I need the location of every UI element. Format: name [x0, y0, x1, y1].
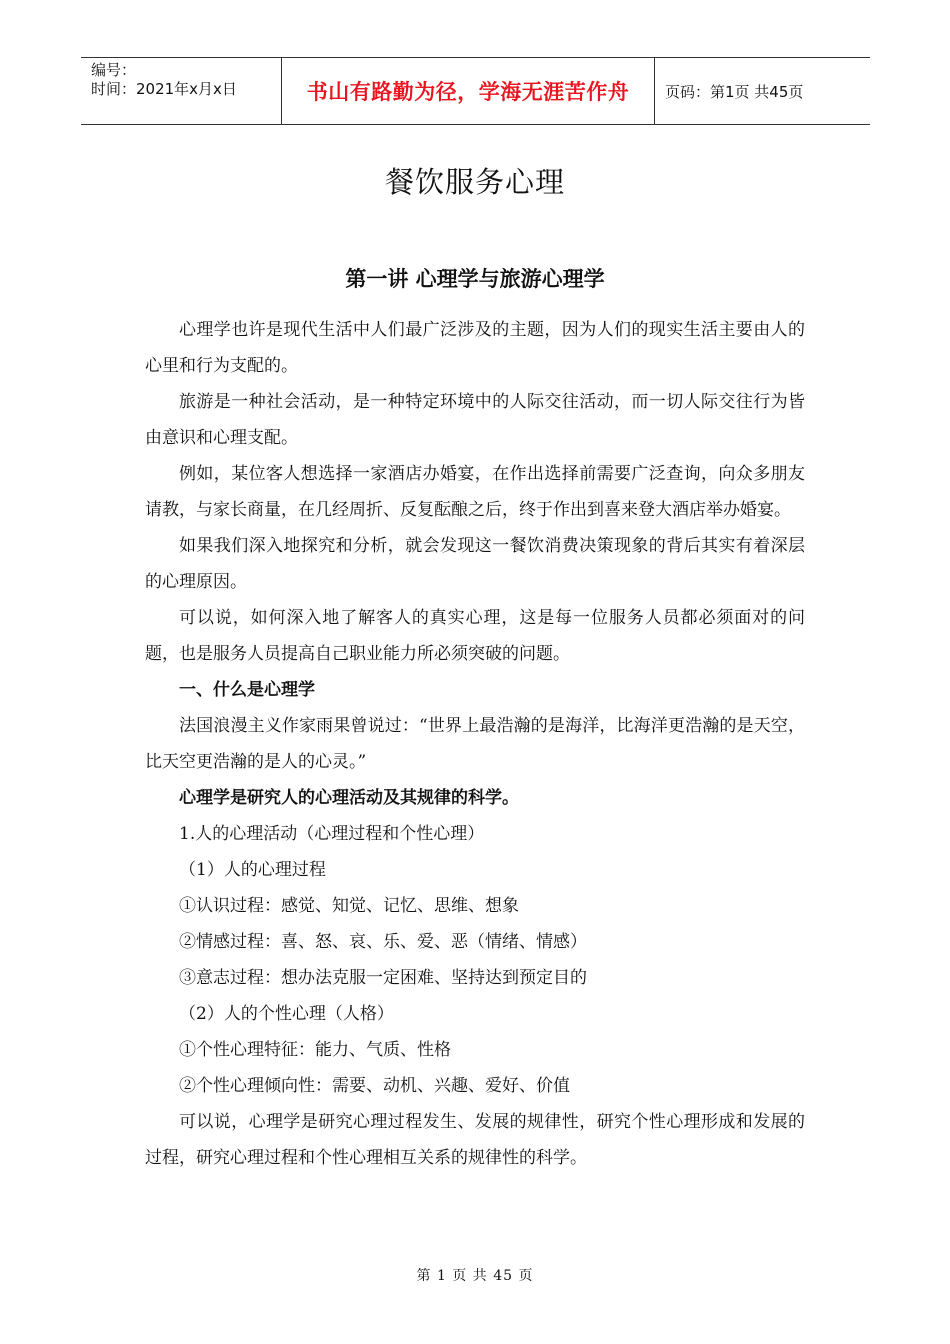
- paragraph: 如果我们深入地探究和分析，就会发现这一餐饮消费决策现象的背后其实有着深层的心理原因。: [145, 536, 805, 592]
- paragraph: ②情感过程：喜、怒、哀、乐、爱、恶（情绪、情感）: [179, 932, 587, 952]
- motto-text: 书山有路勤为径，学海无涯苦作舟: [306, 80, 630, 104]
- header-page-cell: [655, 58, 870, 124]
- paragraph: （2）人的个性心理（人格）: [179, 1004, 394, 1024]
- paragraph: 旅游是一种社会活动，是一种特定环境中的人际交往活动，而一切人际交往行为皆由意识和心理支配。: [145, 392, 805, 448]
- paragraph: 法国浪漫主义作家雨果曾说过：“世界上最浩瀚的是海洋，比海洋更浩瀚的是天空，比天空更浩瀚的是人的心灵。”: [145, 716, 805, 772]
- paragraph: 可以说，如何深入地了解客人的真实心理，这是每一位服务人员都必须面对的问题，也是服务人员提高自己职业能力所必须突破的问题。: [145, 608, 805, 664]
- page-header: [81, 57, 870, 125]
- lecture-title: 第一讲 心理学与旅游心理学: [345, 267, 605, 291]
- paragraph: 1.人的心理活动（心理过程和个性心理）: [179, 824, 485, 844]
- body-text: [145, 312, 805, 1176]
- paragraph: 可以说，心理学是研究心理过程发生、发展的规律性，研究个性心理形成和发展的过程，研究心理过程和个性心理相互关系的规律性的科学。: [145, 1112, 805, 1168]
- number-label: 编号：: [91, 61, 137, 79]
- section-heading: 心理学是研究人的心理活动及其规律的科学。: [179, 788, 519, 808]
- document-title: 餐饮服务心理: [384, 165, 565, 199]
- page-footer: 第 1 页 共 45 页: [416, 1268, 534, 1284]
- paragraph: ②个性心理倾向性：需要、动机、兴趣、爱好、价值: [179, 1076, 570, 1096]
- page-info: 页码：第1页 共45页: [665, 82, 804, 101]
- paragraph: ③意志过程：想办法克服一定困难、坚持达到预定目的: [179, 968, 587, 988]
- paragraph: ①个性心理特征：能力、气质、性格: [179, 1040, 451, 1060]
- header-left-cell: [81, 58, 281, 124]
- paragraph: 例如，某位客人想选择一家酒店办婚宴，在作出选择前需要广泛查询，向众多朋友请教，与家长商量，在几经周折、反复酝酿之后，终于作出到喜来登大酒店举办婚宴。: [145, 464, 805, 520]
- section-heading: 一、什么是心理学: [179, 680, 315, 700]
- header-motto-cell: [281, 58, 655, 124]
- time-label: 时间：2021年x月x日: [91, 80, 237, 98]
- paragraph: （1）人的心理过程: [179, 860, 326, 880]
- paragraph: ①认识过程：感觉、知觉、记忆、思维、想象: [179, 896, 519, 916]
- paragraph: 心理学也许是现代生活中人们最广泛涉及的主题，因为人们的现实生活主要由人的心里和行为支配的。: [145, 320, 805, 376]
